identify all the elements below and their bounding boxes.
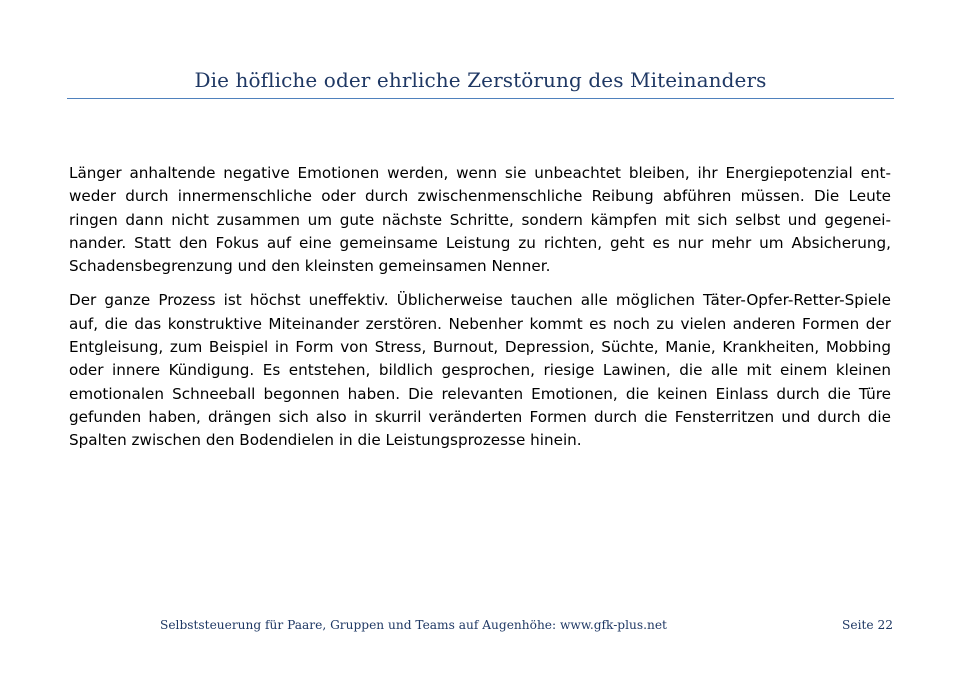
body-paragraph: Der ganze Prozess ist höchst uneffektiv. Üblicherweise tauchen alle möglichen Täter-Opfer-Retter-Spiele auf, die das konstruktive Miteinander zerstören. Nebenher kommt es noch zu vielen anderen Formen der Entgleisung, zum Beispiel in Form von Stress, Burnout, Depression, Süchte, Manie, Krankheiten, Mobbing oder innere Kündigung. Es entstehen, bildlich gesprochen, riesige Lawinen, die alle mit einem kleinen emotionalen Schneeball begonnen haben. Die relevanten Emotionen, die keinen Einlass durch die Türe gefunden haben, drängen sich also in skurril veränderten Formen durch die Fensterritzen und durch die Spalten zwischen den Bodendielen in die Leistungsprozesse hinein. <box>69 291 891 450</box>
page-title: Die höfliche oder ehrliche Zerstörung des Miteinanders <box>194 68 767 92</box>
page-number: Seite 22 <box>842 618 893 632</box>
page-header <box>67 66 894 99</box>
body-paragraph: Länger anhaltende negative Emotionen werden, wenn sie unbeachtet bleiben, ihr Energiepotenzial entweder durch innermenschliche oder durch zwischenmenschliche Reibung abführen müssen. Die Leute ringen dann nicht zusammen um gute nächste Schritte, sondern kämpfen mit sich selbst und gegeneinander. Statt den Fokus auf eine gemeinsame Leistung zu richten, geht es nur mehr um Absicherung, Schadensbegrenzung und den kleinsten gemeinsamen Nenner. <box>69 164 891 276</box>
page-body <box>69 162 891 464</box>
footer-book-title: Selbststeuerung für Paare, Gruppen und Teams auf Augenhöhe: www.gfk-plus.net <box>160 618 667 632</box>
page-footer <box>160 615 893 635</box>
